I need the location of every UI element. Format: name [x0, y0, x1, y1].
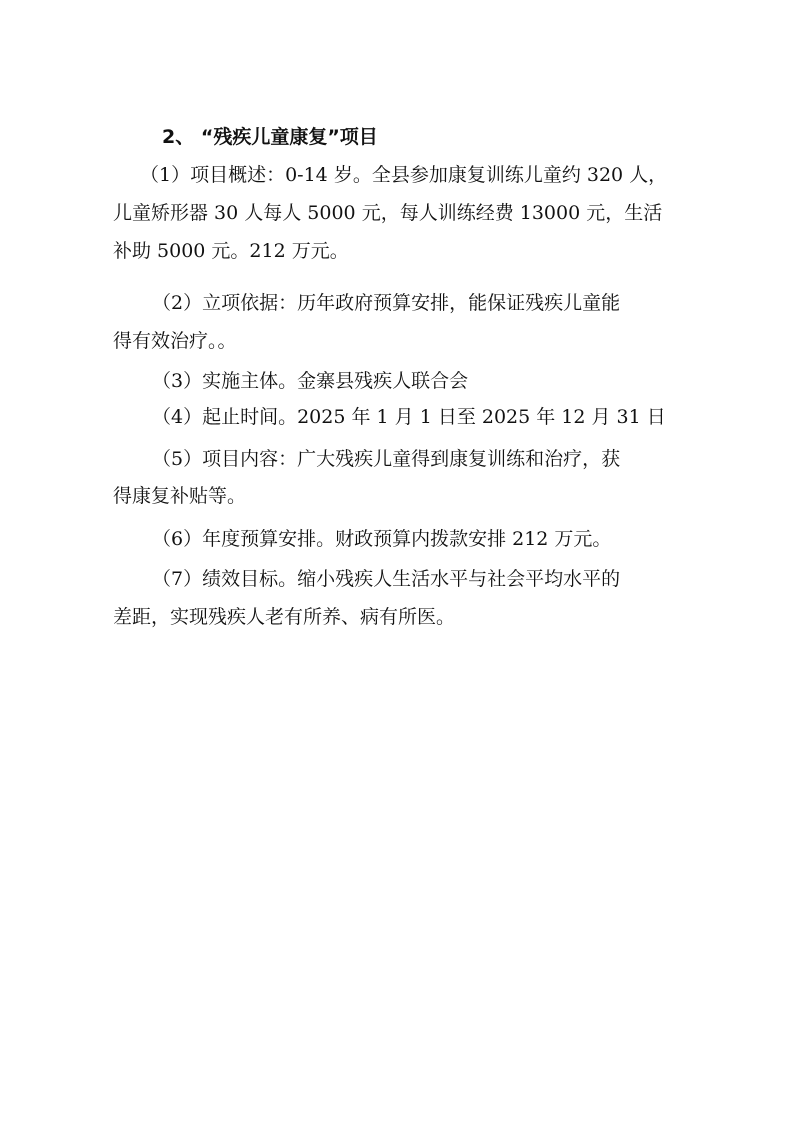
- paragraph-line: 儿童矫形器 30 人每人 5000 元，每人训练经费 13000 元，生活: [113, 202, 663, 224]
- paragraph-line: 得有效治疗。。: [113, 330, 237, 352]
- paragraph-line: （3）实施主体。金寨县残疾人联合会: [152, 370, 469, 392]
- paragraph-line: 差距，实现残疾人老有所养、病有所医。: [113, 606, 456, 628]
- paragraph-line: 补助 5000 元。212 万元。: [113, 240, 349, 262]
- section-heading: 2、 “残疾儿童康复”项目: [162, 126, 378, 148]
- paragraph-line: （2）立项依据：历年政府预算安排，能保证残疾儿童能: [152, 292, 621, 314]
- paragraph-line: （5）项目内容：广大残疾儿童得到康复训练和治疗，获: [152, 448, 621, 470]
- paragraph-line: （1）项目概述：0-14 岁。全县参加康复训练儿童约 320 人，: [140, 164, 668, 186]
- paragraph-line: （7）绩效目标。缩小残疾人生活水平与社会平均水平的: [152, 568, 621, 590]
- paragraph-line: 得康复补贴等。: [113, 485, 247, 507]
- paragraph-line: （4）起止时间。2025 年 1 月 1 日至 2025 年 12 月 31 日: [152, 406, 666, 428]
- paragraph-line: （6）年度预算安排。财政预算内拨款安排 212 万元。: [152, 528, 612, 550]
